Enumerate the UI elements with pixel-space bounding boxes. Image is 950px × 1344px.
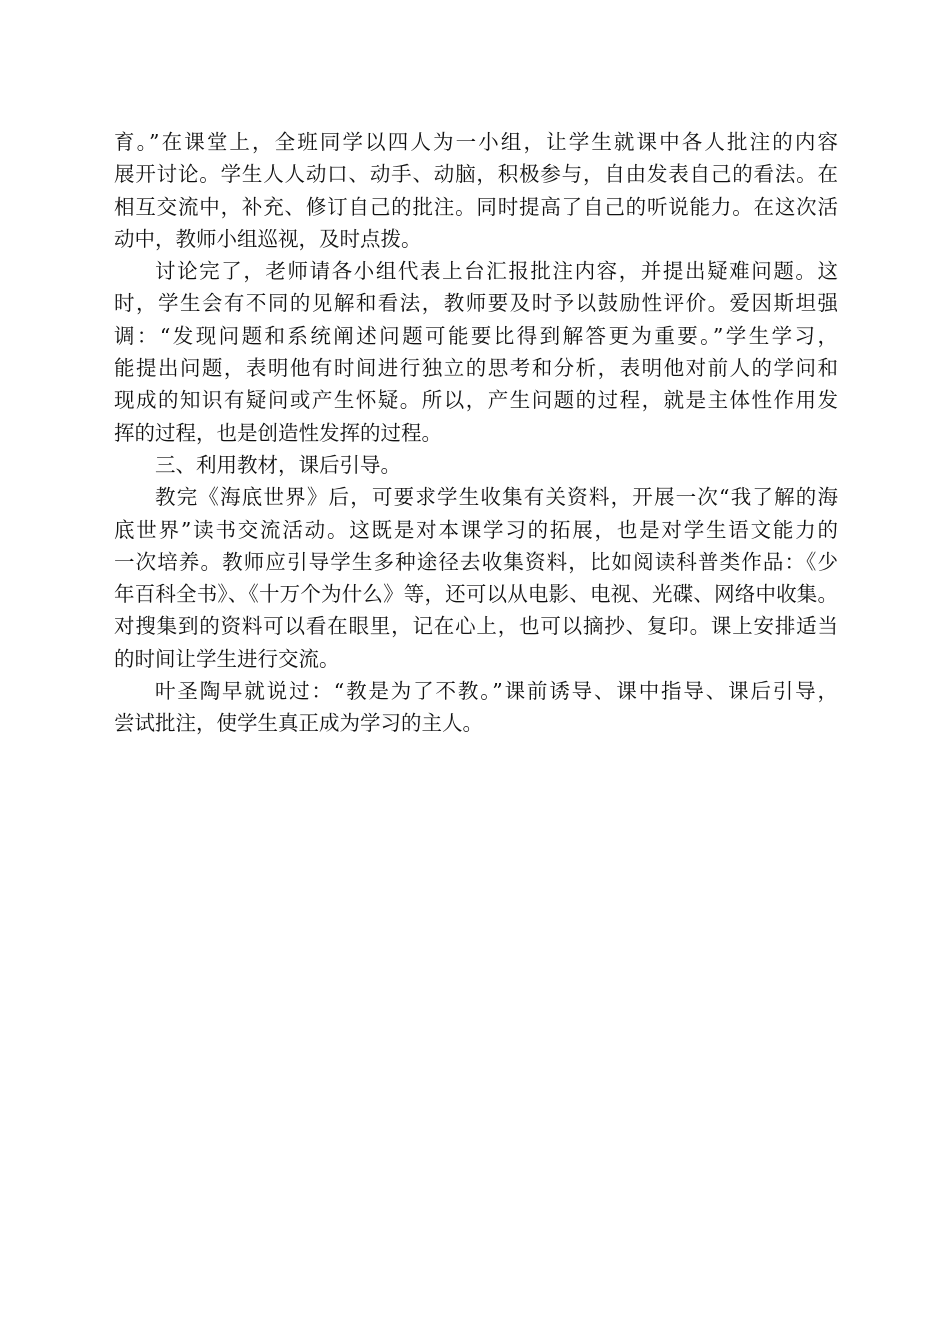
text-line: 挥的过程，也是创造性发挥的过程。 xyxy=(114,420,442,445)
text-line: 叶圣陶早就说过：“教是为了不教。”课前诱导、课中指导、课后引导， xyxy=(155,679,838,704)
text-line: 时，学生会有不同的见解和看法，教师要及时予以鼓励性评价。爱因斯坦强 xyxy=(114,291,838,316)
paragraph-group-discussion xyxy=(114,126,838,255)
text-line: 育。”在课堂上，全班同学以四人为一小组，让学生就课中各人批注的内容 xyxy=(114,130,838,154)
text-line: 底世界”读书交流活动。这既是对本课学习的拓展，也是对学生语文能力的 xyxy=(114,517,838,542)
text-line: 教完《海底世界》后，可要求学生收集有关资料，开展一次“我了解的海 xyxy=(155,485,838,510)
text-line: 动中，教师小组巡视，及时点拨。 xyxy=(114,226,422,251)
document-page xyxy=(114,126,838,740)
paragraph-collect-materials xyxy=(114,481,838,675)
text-line: 的时间让学生进行交流。 xyxy=(114,646,340,671)
paragraph-report-and-questions xyxy=(114,255,838,449)
text-line: 一次培养。教师应引导学生多种途径去收集资料，比如阅读科普类作品：《少 xyxy=(114,549,838,574)
text-line: 尝试批注，使学生真正成为学习的主人。 xyxy=(114,711,483,736)
text-line: 能提出问题，表明他有时间进行独立的思考和分析，表明他对前人的学问和 xyxy=(114,356,838,381)
text-line: 对搜集到的资料可以看在眼里，记在心上，也可以摘抄、复印。课上安排适当 xyxy=(114,614,838,639)
section-heading: 三、利用教材，课后引导。 xyxy=(155,452,401,477)
text-line: 讨论完了，老师请各小组代表上台汇报批注内容，并提出疑难问题。这 xyxy=(155,259,838,284)
text-line: 相互交流中，补充、修订自己的批注。同时提高了自己的听说能力。在这次活 xyxy=(114,194,838,219)
text-line: 调：“发现问题和系统阐述问题可能要比得到解答更为重要。”学生学习， xyxy=(114,323,838,348)
paragraph-conclusion xyxy=(114,675,838,740)
text-line: 年百科全书》、《十万个为什么》等，还可以从电影、电视、光碟、网络中收集。 xyxy=(114,582,838,607)
text-line: 现成的知识有疑问或产生怀疑。所以，产生问题的过程，就是主体性作用发 xyxy=(114,388,838,413)
section-heading-after-class xyxy=(114,449,838,481)
text-line: 展开讨论。学生人人动口、动手、动脑，积极参与，自由发表自己的看法。在 xyxy=(114,162,838,187)
